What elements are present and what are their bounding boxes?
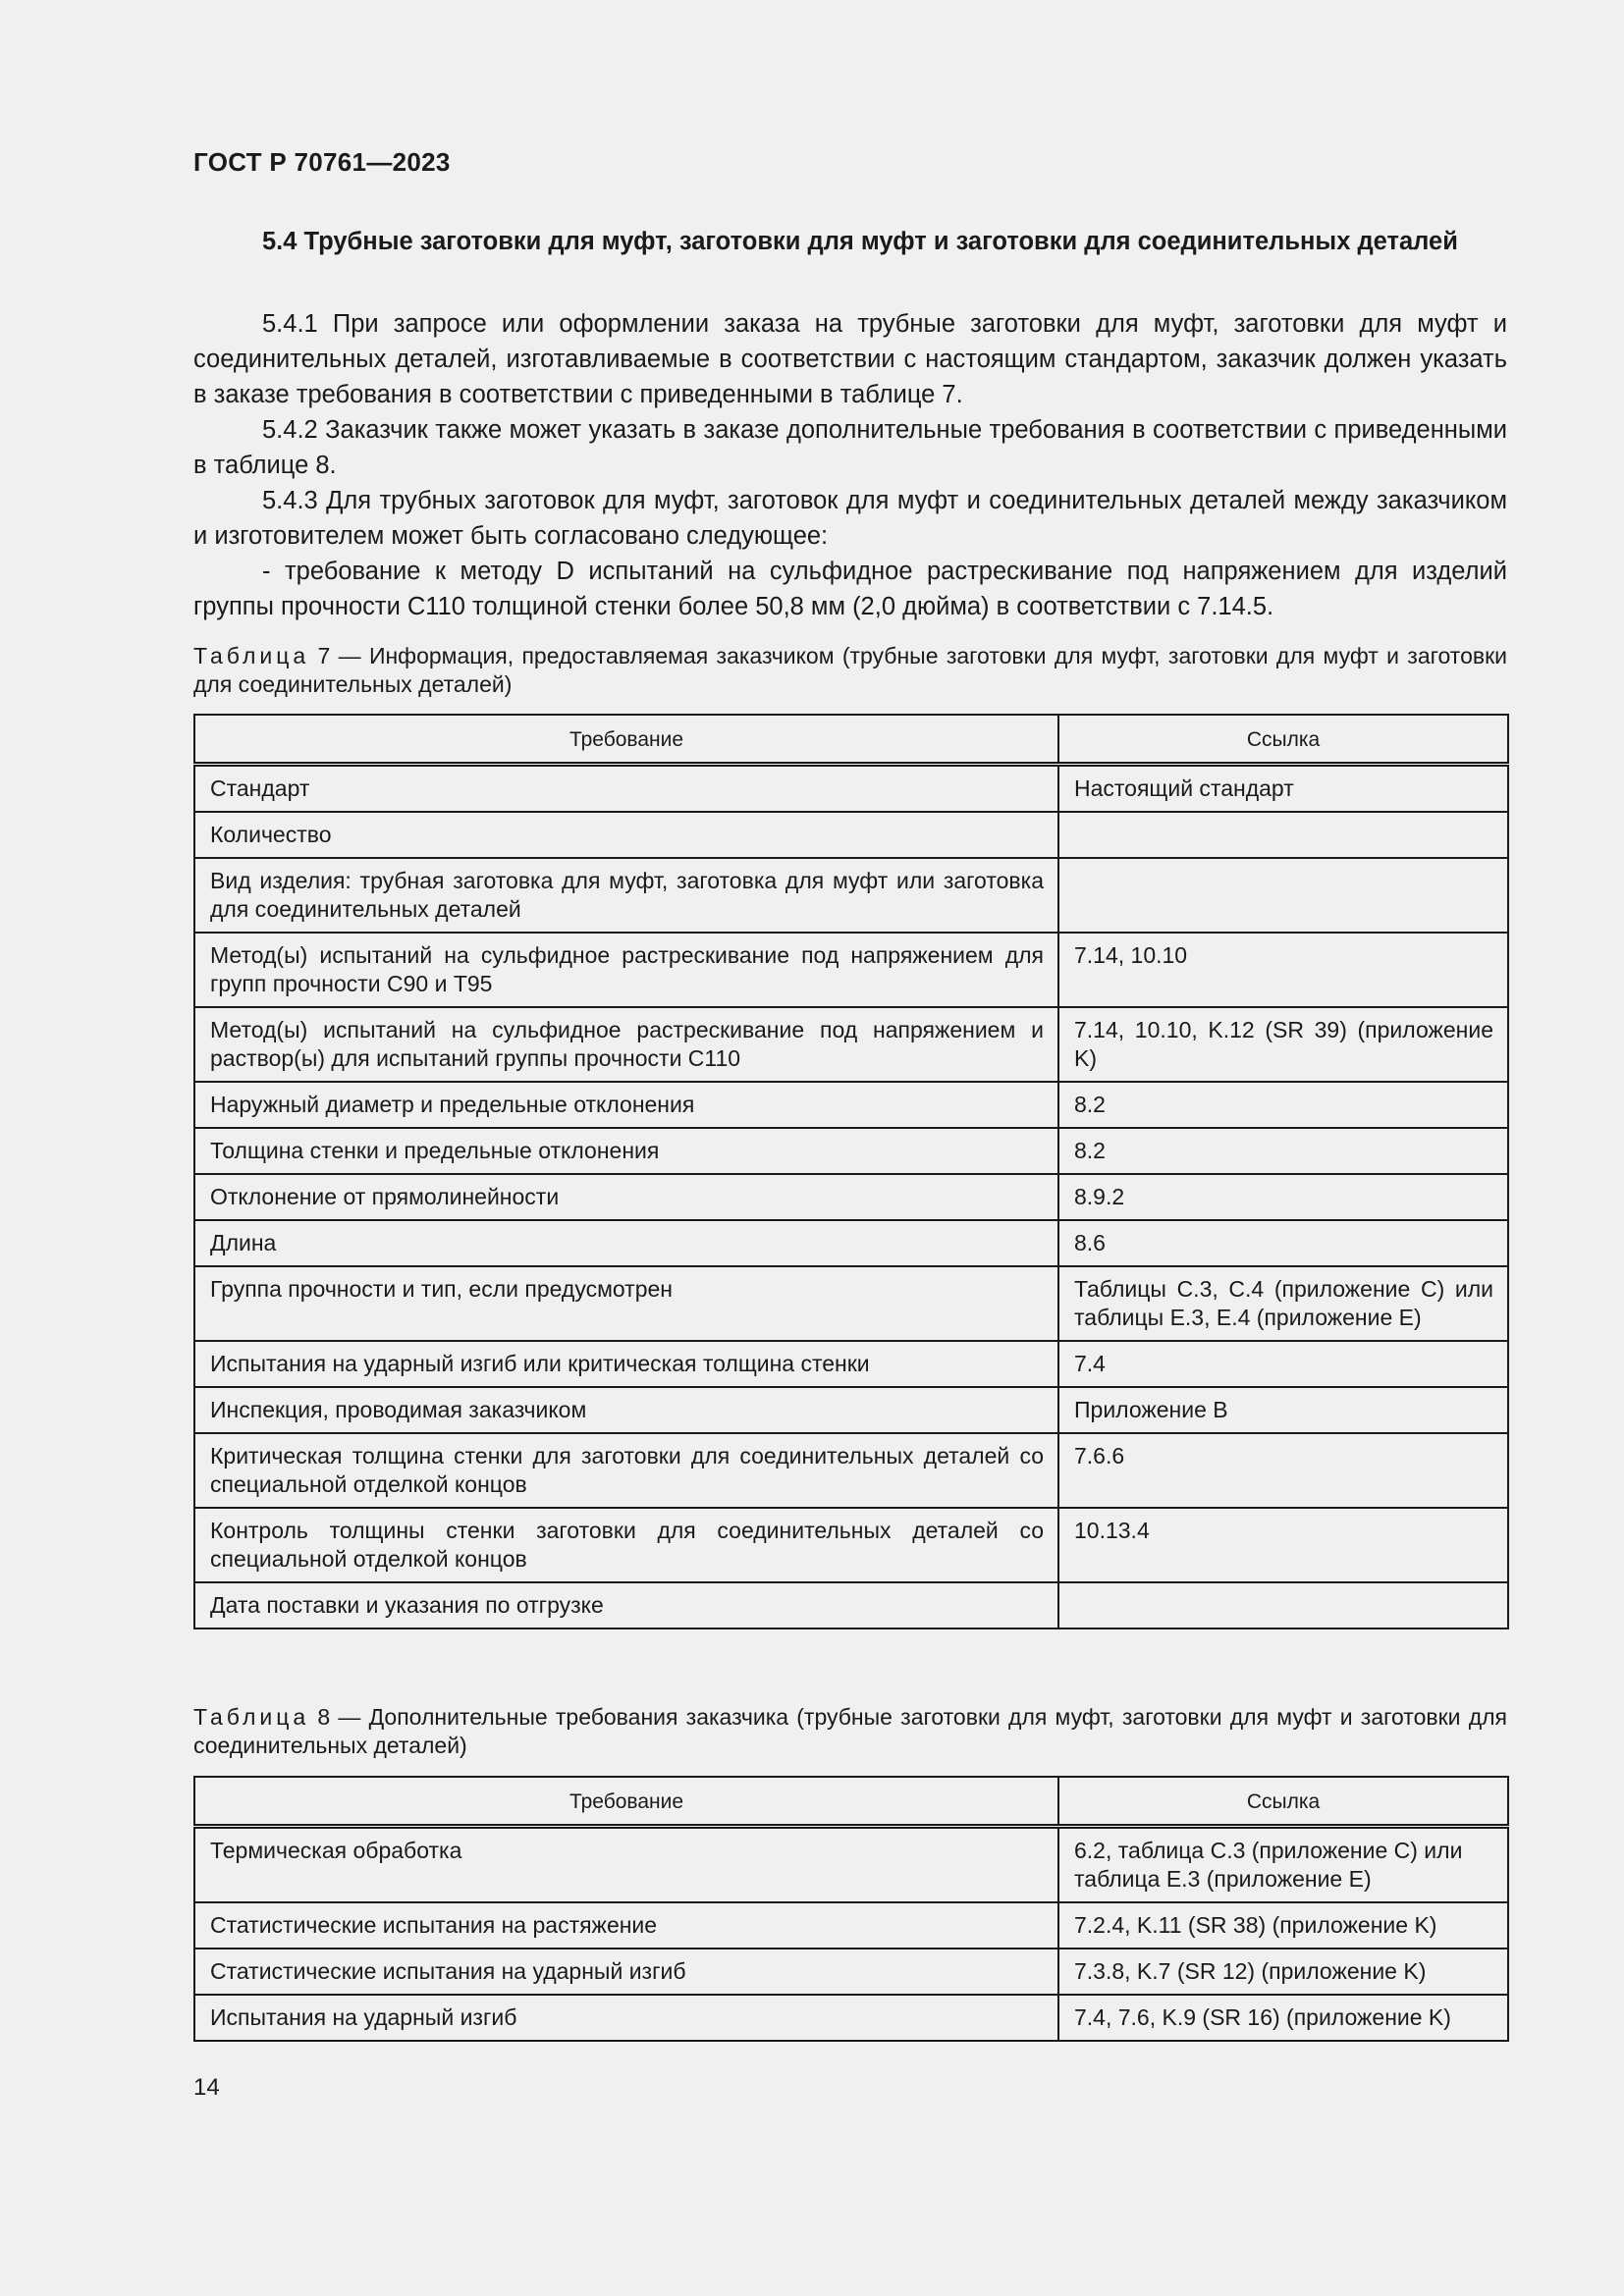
requirement-cell: Испытания на ударный изгиб или критическая толщина стенки: [194, 1341, 1058, 1387]
table-7-caption-label: Таблица: [193, 643, 310, 668]
paragraph-5-4-3: 5.4.3 Для трубных заготовок для муфт, заготовок для муфт и соединительных деталей между заказчиком и изготовителем может быть согласовано следующее:: [193, 487, 1507, 550]
table-row: [194, 1341, 1508, 1387]
reference-cell: 7.14, 10.10, K.12 (SR 39) (приложение K): [1058, 1007, 1508, 1082]
reference-cell: 8.9.2: [1058, 1174, 1508, 1220]
table-row: [194, 1827, 1508, 1903]
document-code-header: ГОСТ Р 70761—2023: [193, 147, 451, 177]
requirement-cell: Метод(ы) испытаний на сульфидное растрескивание под напряжением для групп прочности C90 и T95: [194, 933, 1058, 1007]
requirement-cell: Группа прочности и тип, если предусмотрен: [194, 1266, 1058, 1341]
reference-cell: 8.2: [1058, 1082, 1508, 1128]
requirement-cell: Длина: [194, 1220, 1058, 1266]
paragraph-5-4-2: 5.4.2 Заказчик также может указать в заказе дополнительные требования в соответствии с приведенными в таблице 8.: [193, 416, 1507, 479]
reference-cell: Приложение B: [1058, 1387, 1508, 1433]
table-8-caption-label: Таблица: [193, 1704, 310, 1730]
reference-cell: 7.3.8, K.7 (SR 12) (приложение K): [1058, 1949, 1508, 1995]
table-8-caption-text: 8 — Дополнительные требования заказчика (трубные заготовки для муфт, заготовки для муфт и заготовки для соединительных деталей): [193, 1704, 1507, 1758]
reference-cell: 10.13.4: [1058, 1508, 1508, 1582]
requirement-cell: Испытания на ударный изгиб: [194, 1995, 1058, 2041]
reference-cell: 7.4: [1058, 1341, 1508, 1387]
table-7: [193, 714, 1509, 1629]
requirement-cell: Инспекция, проводимая заказчиком: [194, 1387, 1058, 1433]
table-row: [194, 812, 1508, 858]
requirement-cell: Критическая толщина стенки для заготовки для соединительных деталей со специальной отделкой концов: [194, 1433, 1058, 1508]
table-8-header-requirement: Требование: [194, 1777, 1058, 1827]
requirement-cell: Отклонение от прямолинейности: [194, 1174, 1058, 1220]
requirement-cell: Термическая обработка: [194, 1827, 1058, 1903]
requirement-cell: Контроль толщины стенки заготовки для соединительных деталей со специальной отделкой концов: [194, 1508, 1058, 1582]
table-row: [194, 1995, 1508, 2041]
table-row: [194, 1220, 1508, 1266]
table-row: [194, 1433, 1508, 1508]
table-7-header-row: [194, 715, 1508, 765]
section-heading: 5.4 Трубные заготовки для муфт, заготовки для муфт и заготовки для соединительных деталей: [262, 228, 1458, 255]
table-8-header-row: [194, 1777, 1508, 1827]
table-row: [194, 765, 1508, 813]
table-row: [194, 1902, 1508, 1949]
reference-cell: 7.2.4, K.11 (SR 38) (приложение K): [1058, 1902, 1508, 1949]
table-7-caption: [193, 642, 1507, 699]
requirement-cell: Метод(ы) испытаний на сульфидное растрескивание под напряжением и раствор(ы) для испытаний группы прочности C110: [194, 1007, 1058, 1082]
table-row: [194, 1508, 1508, 1582]
table-8-header-reference: Ссылка: [1058, 1777, 1508, 1827]
page-number: 14: [193, 2074, 220, 2101]
reference-cell: 8.2: [1058, 1128, 1508, 1174]
table-row: [194, 1387, 1508, 1433]
requirement-cell: Наружный диаметр и предельные отклонения: [194, 1082, 1058, 1128]
reference-cell: 7.14, 10.10: [1058, 933, 1508, 1007]
requirement-cell: Статистические испытания на растяжение: [194, 1902, 1058, 1949]
table-row: [194, 933, 1508, 1007]
requirement-cell: Стандарт: [194, 765, 1058, 813]
paragraph-list-item: - требование к методу D испытаний на сульфидное растрескивание под напряжением для изделий группы прочности C110 толщиной стенки более 50,8 мм (2,0 дюйма) в соответствии с 7.14.5.: [193, 558, 1507, 620]
requirement-cell: Толщина стенки и предельные отклонения: [194, 1128, 1058, 1174]
paragraph-5-4-1: 5.4.1 При запросе или оформлении заказа на трубные заготовки для муфт, заготовки для муфт и соединительных деталей, изготавливаемые в соответствии с настоящим стандартом, заказчик должен указать в заказе требования в соответствии с приведенными в таблице 7.: [193, 310, 1507, 408]
table-8: [193, 1776, 1509, 2042]
requirement-cell: Вид изделия: трубная заготовка для муфт, заготовка для муфт или заготовка для соединительных деталей: [194, 858, 1058, 933]
table-row: [194, 1949, 1508, 1995]
reference-cell: 7.6.6: [1058, 1433, 1508, 1508]
table-row: [194, 1582, 1508, 1629]
table-row: [194, 1082, 1508, 1128]
table-7-caption-text: 7 — Информация, предоставляемая заказчиком (трубные заготовки для муфт, заготовки для муфт и заготовки для соединительных деталей): [193, 643, 1507, 697]
reference-cell: [1058, 812, 1508, 858]
reference-cell: 8.6: [1058, 1220, 1508, 1266]
table-row: [194, 1266, 1508, 1341]
table-row: [194, 1007, 1508, 1082]
table-row: [194, 1174, 1508, 1220]
requirement-cell: Количество: [194, 812, 1058, 858]
table-row: [194, 858, 1508, 933]
table-7-header-reference: Ссылка: [1058, 715, 1508, 765]
table-7-header-requirement: Требование: [194, 715, 1058, 765]
reference-cell: Настоящий стандарт: [1058, 765, 1508, 813]
requirement-cell: Дата поставки и указания по отгрузке: [194, 1582, 1058, 1629]
reference-cell: Таблицы C.3, C.4 (приложение C) или таблицы E.3, E.4 (приложение E): [1058, 1266, 1508, 1341]
reference-cell: 6.2, таблица C.3 (приложение C) или таблица E.3 (приложение E): [1058, 1827, 1508, 1903]
section-body: [193, 306, 1507, 624]
reference-cell: [1058, 1582, 1508, 1629]
table-row: [194, 1128, 1508, 1174]
table-8-caption: [193, 1703, 1507, 1760]
reference-cell: 7.4, 7.6, K.9 (SR 16) (приложение K): [1058, 1995, 1508, 2041]
reference-cell: [1058, 858, 1508, 933]
requirement-cell: Статистические испытания на ударный изгиб: [194, 1949, 1058, 1995]
